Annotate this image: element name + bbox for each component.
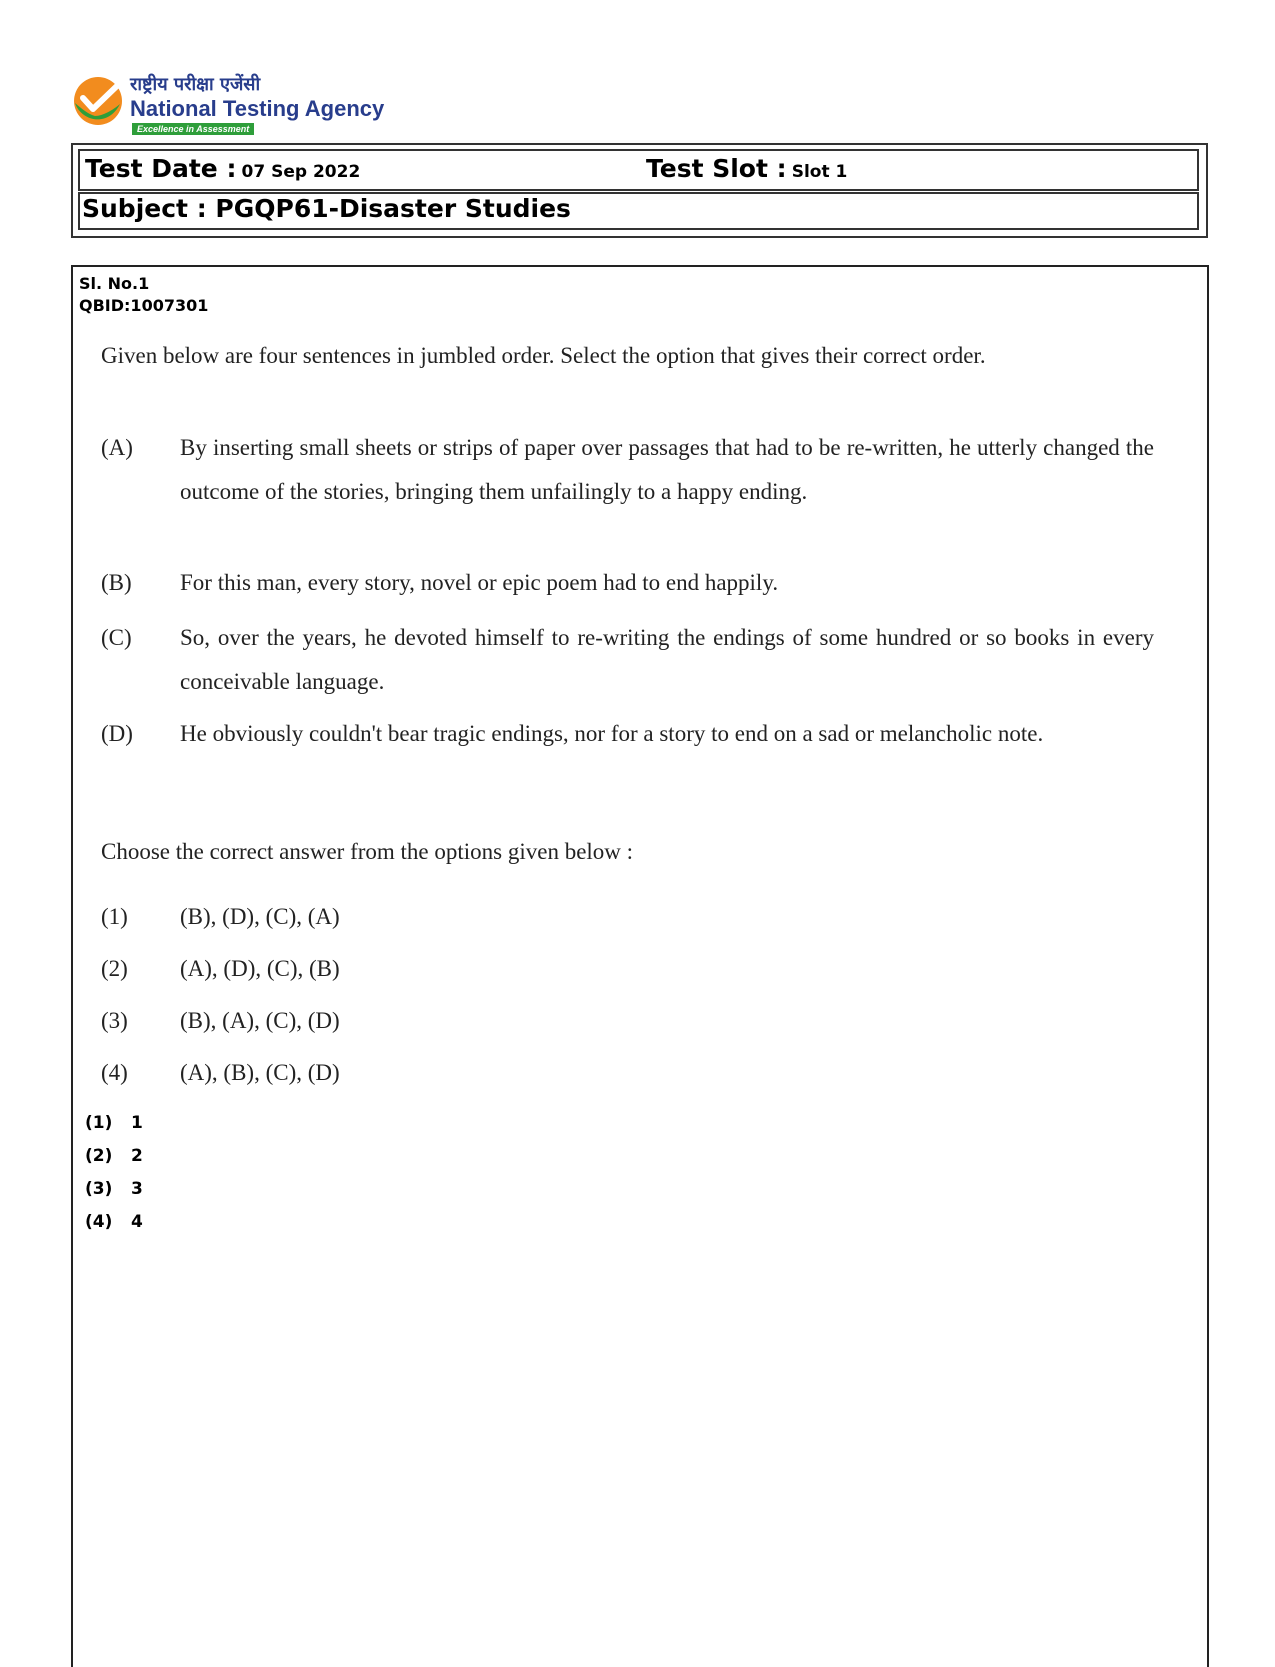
statement-text: For this man, every story, novel or epic poem had to end happily. xyxy=(180,570,779,595)
question-id: QBID:1007301 xyxy=(79,296,209,315)
option-text: (A), (D), (C), (B) xyxy=(180,956,340,981)
choose-instruction: Choose the correct answer from the options given below : xyxy=(101,839,634,864)
test-info-header xyxy=(71,143,1208,238)
option-text: (B), (D), (C), (A) xyxy=(180,904,340,929)
logo-hindi-text: राष्ट्रीय परीक्षा एजेंसी xyxy=(130,74,261,95)
question-intro: Given below are four sentences in jumbled order. Select the option that gives their correct order. xyxy=(101,343,986,368)
answer-choice-value: 1 xyxy=(131,1113,143,1133)
option-text: (B), (A), (C), (D) xyxy=(180,1008,340,1033)
answer-choice-label: (4) xyxy=(85,1212,113,1232)
test-slot-label: Test Slot : xyxy=(646,154,787,183)
option-label: (1) xyxy=(101,904,128,929)
answer-choice-label: (3) xyxy=(85,1179,113,1199)
checkmark-logo-icon xyxy=(73,76,123,126)
test-date-label: Test Date : xyxy=(85,154,237,183)
answer-choice-4[interactable] xyxy=(85,1212,143,1232)
subject-row xyxy=(78,192,1199,230)
option-label: (4) xyxy=(101,1060,128,1085)
statement-label: (C) xyxy=(101,625,132,650)
answer-choice-label: (2) xyxy=(85,1146,113,1166)
answer-choice-1[interactable] xyxy=(85,1113,143,1133)
option-text: (A), (B), (C), (D) xyxy=(180,1060,340,1085)
test-date-value: 07 Sep 2022 xyxy=(241,162,361,182)
serial-number: Sl. No.1 xyxy=(79,274,150,293)
test-date xyxy=(85,154,360,183)
statement-label: (D) xyxy=(101,721,133,746)
answer-choice-label: (1) xyxy=(85,1113,113,1133)
statement-text: So, over the years, he devoted himself to re-writing the endings of some hundred or so books in every conceivable language. xyxy=(180,625,1154,694)
statement-label: (A) xyxy=(101,435,133,460)
statement-label: (B) xyxy=(101,570,132,595)
nta-logo xyxy=(73,72,403,138)
subject-title: Subject : PGQP61-Disaster Studies xyxy=(82,194,571,223)
logo-english-text: National Testing Agency xyxy=(130,96,385,121)
answer-choice-value: 2 xyxy=(131,1146,143,1166)
answer-choice-3[interactable] xyxy=(85,1179,143,1199)
statement-text: By inserting small sheets or strips of paper over passages that had to be re-written, he utterly changed the outcome of the stories, bringing them unfailingly to a happy ending. xyxy=(180,435,1154,504)
answer-choice-value: 4 xyxy=(131,1212,143,1232)
answer-choice-2[interactable] xyxy=(85,1146,143,1166)
option-label: (2) xyxy=(101,956,128,981)
answer-choice-value: 3 xyxy=(131,1179,143,1199)
date-slot-row xyxy=(78,149,1199,191)
statement-text: He obviously couldn't bear tragic endings, nor for a story to end on a sad or melancholic note. xyxy=(180,721,1044,746)
logo-tagline: Excellence in Assessment xyxy=(132,123,254,135)
test-slot xyxy=(646,154,847,183)
test-slot-value: Slot 1 xyxy=(791,162,848,182)
option-label: (3) xyxy=(101,1008,128,1033)
question-box xyxy=(71,265,1209,1667)
